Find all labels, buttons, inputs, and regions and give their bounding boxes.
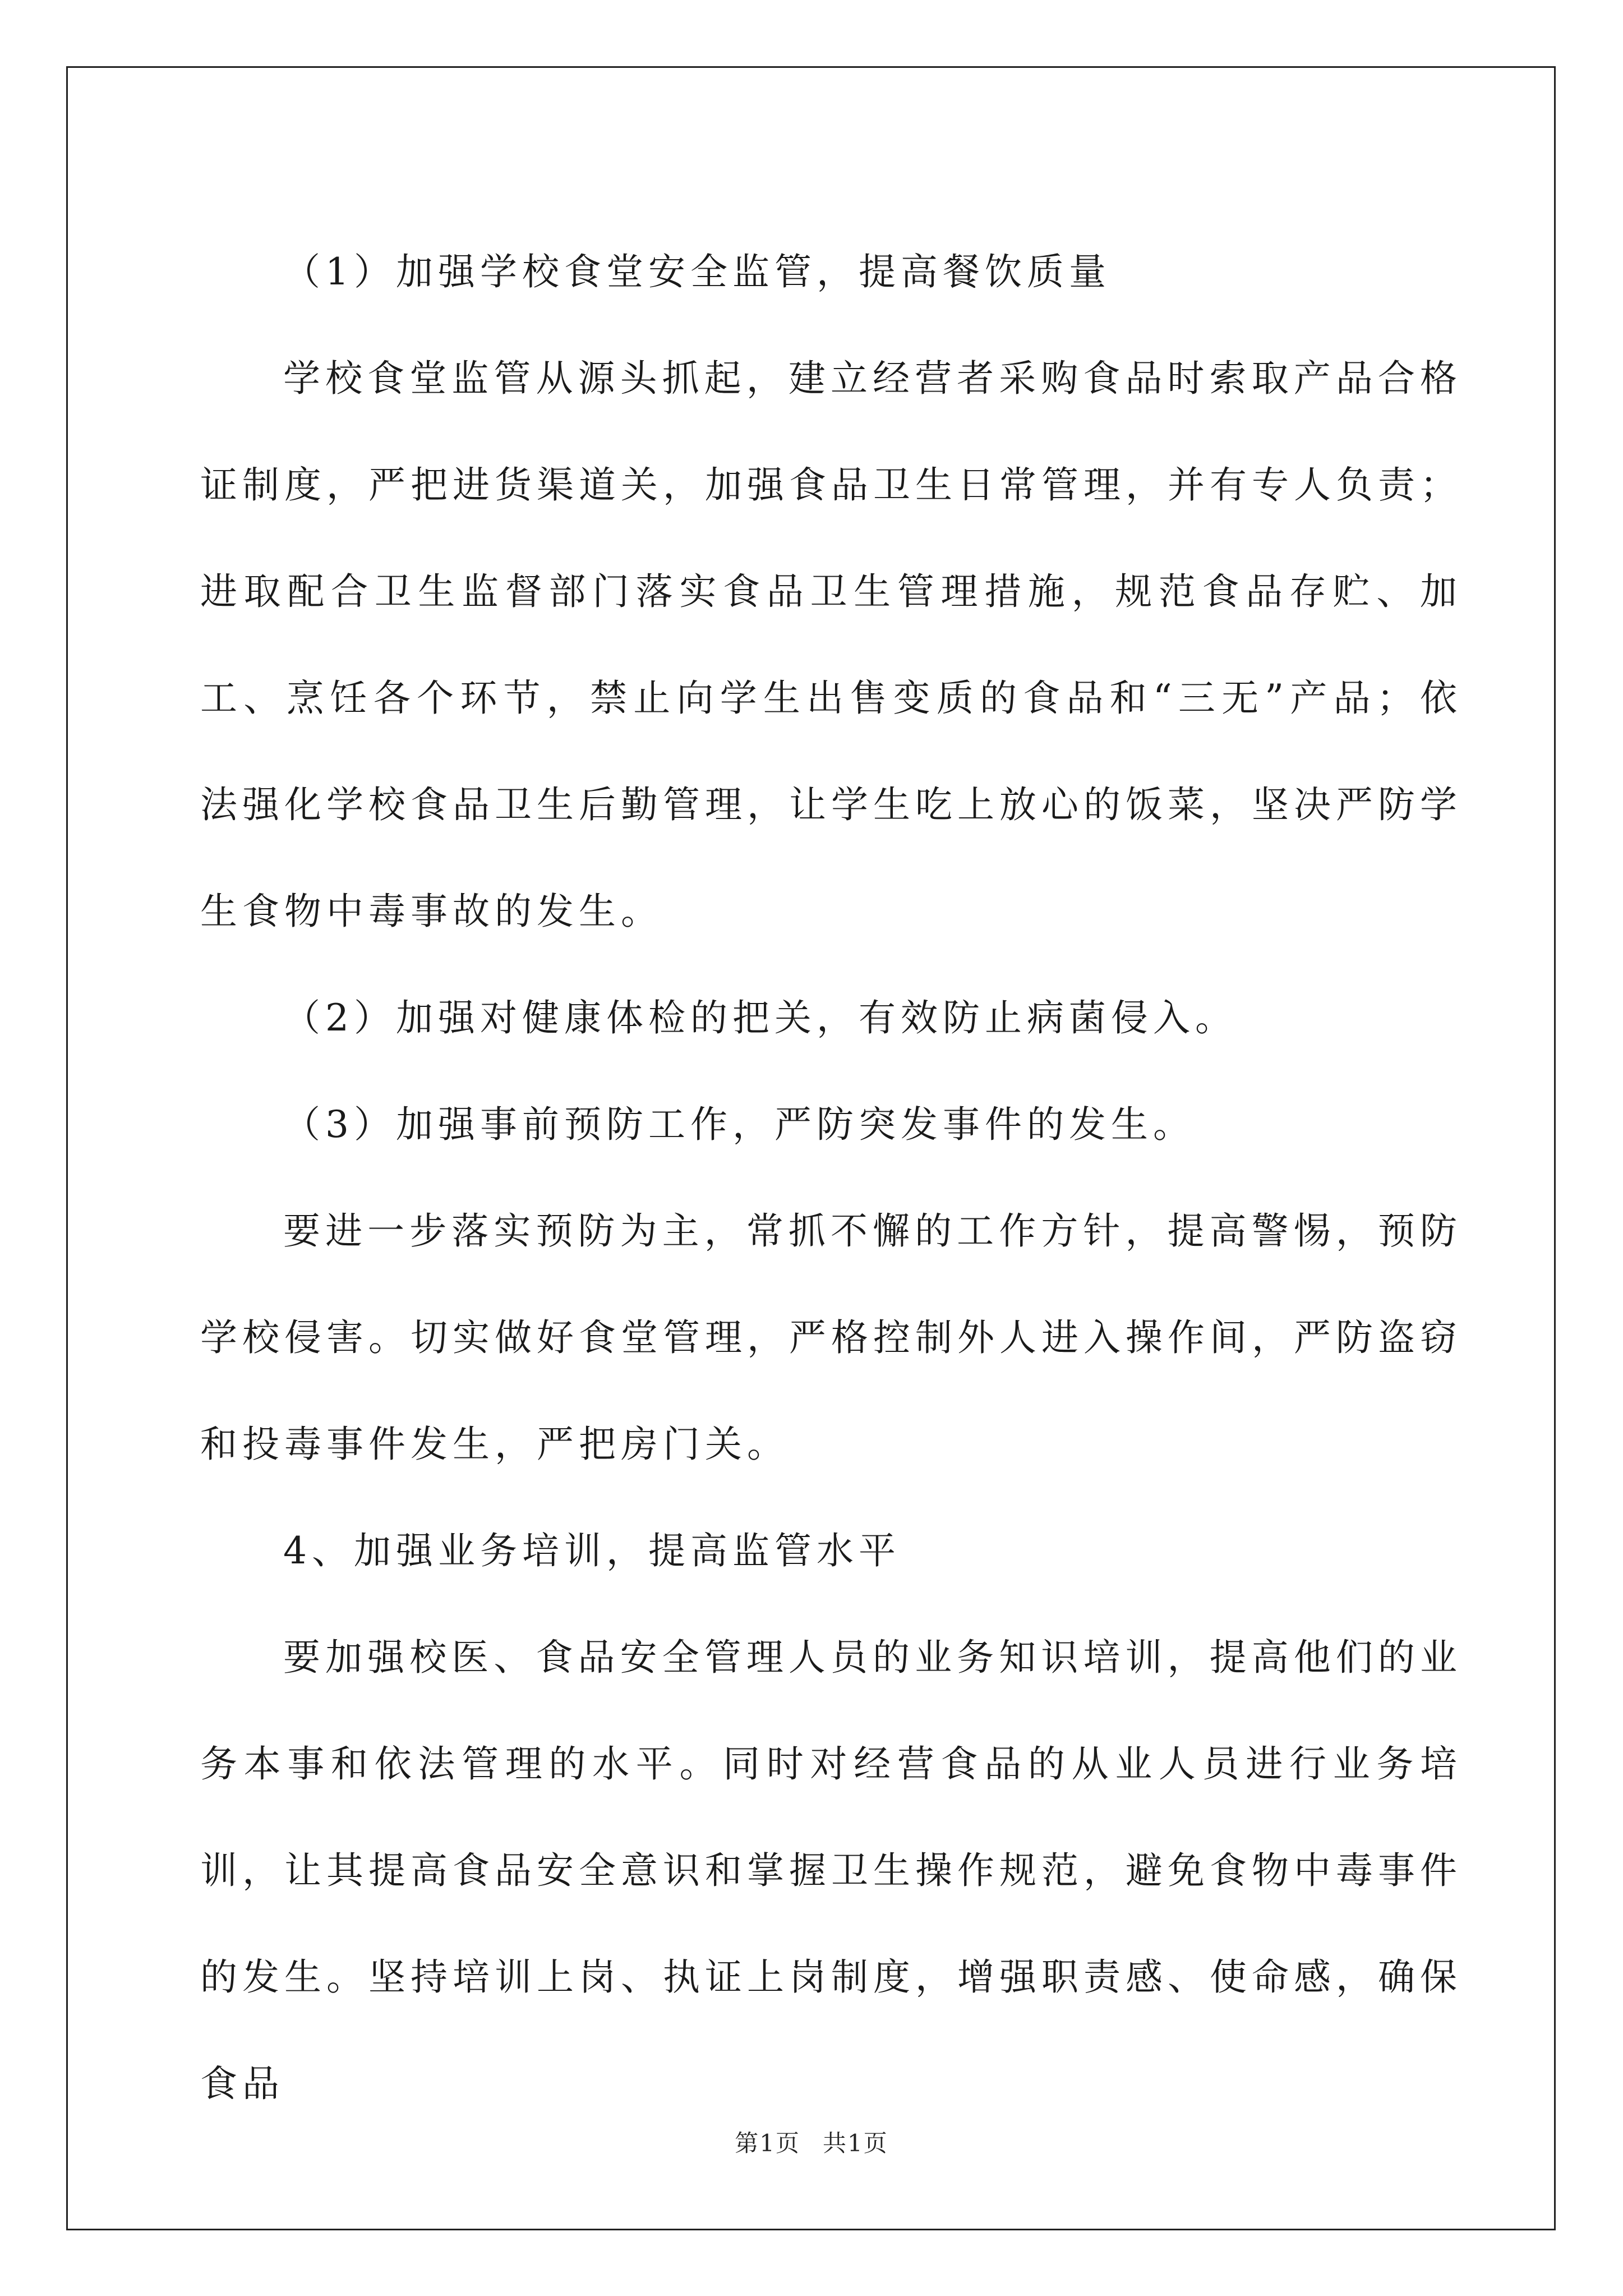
section-heading-1: （1）加强学校食堂安全监管，提高餐饮质量 <box>283 250 1111 293</box>
page-total: 共1页 <box>823 2129 888 2157</box>
body-paragraph: 学校食堂监管从源头抓起，建立经营者采购食品时索取产品合格证制度，严把进货渠道关，加强食品卫生日常管理，并有专人负责；进取配合卫生监督部门落实食品卫生管理措施，规范食品存贮、加工、烹饪各个环节，禁止向学生出售变质的食品和“三无”产品；依法强化学校食品卫生后勤管理，让学生吃上放心的饭菜，坚决严防学生食物中毒事故的发生。 <box>200 357 1462 933</box>
page-footer <box>0 2125 1623 2159</box>
section-heading-3: （3）加强事前预防工作，严防突发事件的发生。 <box>283 1103 1195 1146</box>
body-paragraph: 要进一步落实预防为主，常抓不懈的工作方针，提高警惕，预防学校侵害。切实做好食堂管理，严格控制外人进入操作间，严防盗窃和投毒事件发生，严把房门关。 <box>200 1209 1462 1466</box>
page-number: 第1页 <box>735 2129 800 2157</box>
document-body <box>200 219 1462 2137</box>
section-heading-4: 4、加强业务培训，提高监管水平 <box>283 1529 901 1572</box>
body-paragraph: 要加强校医、食品安全管理人员的业务知识培训，提高他们的业务本事和依法管理的水平。同时对经营食品的从业人员进行业务培训，让其提高食品安全意识和掌握卫生操作规范，避免食物中毒事件的发生。坚持培训上岗、执证上岗制度，增强职责感、使命感，确保食品 <box>200 1636 1462 2105</box>
section-heading-2: （2）加强对健康体检的把关，有效防止病菌侵入。 <box>283 996 1237 1039</box>
